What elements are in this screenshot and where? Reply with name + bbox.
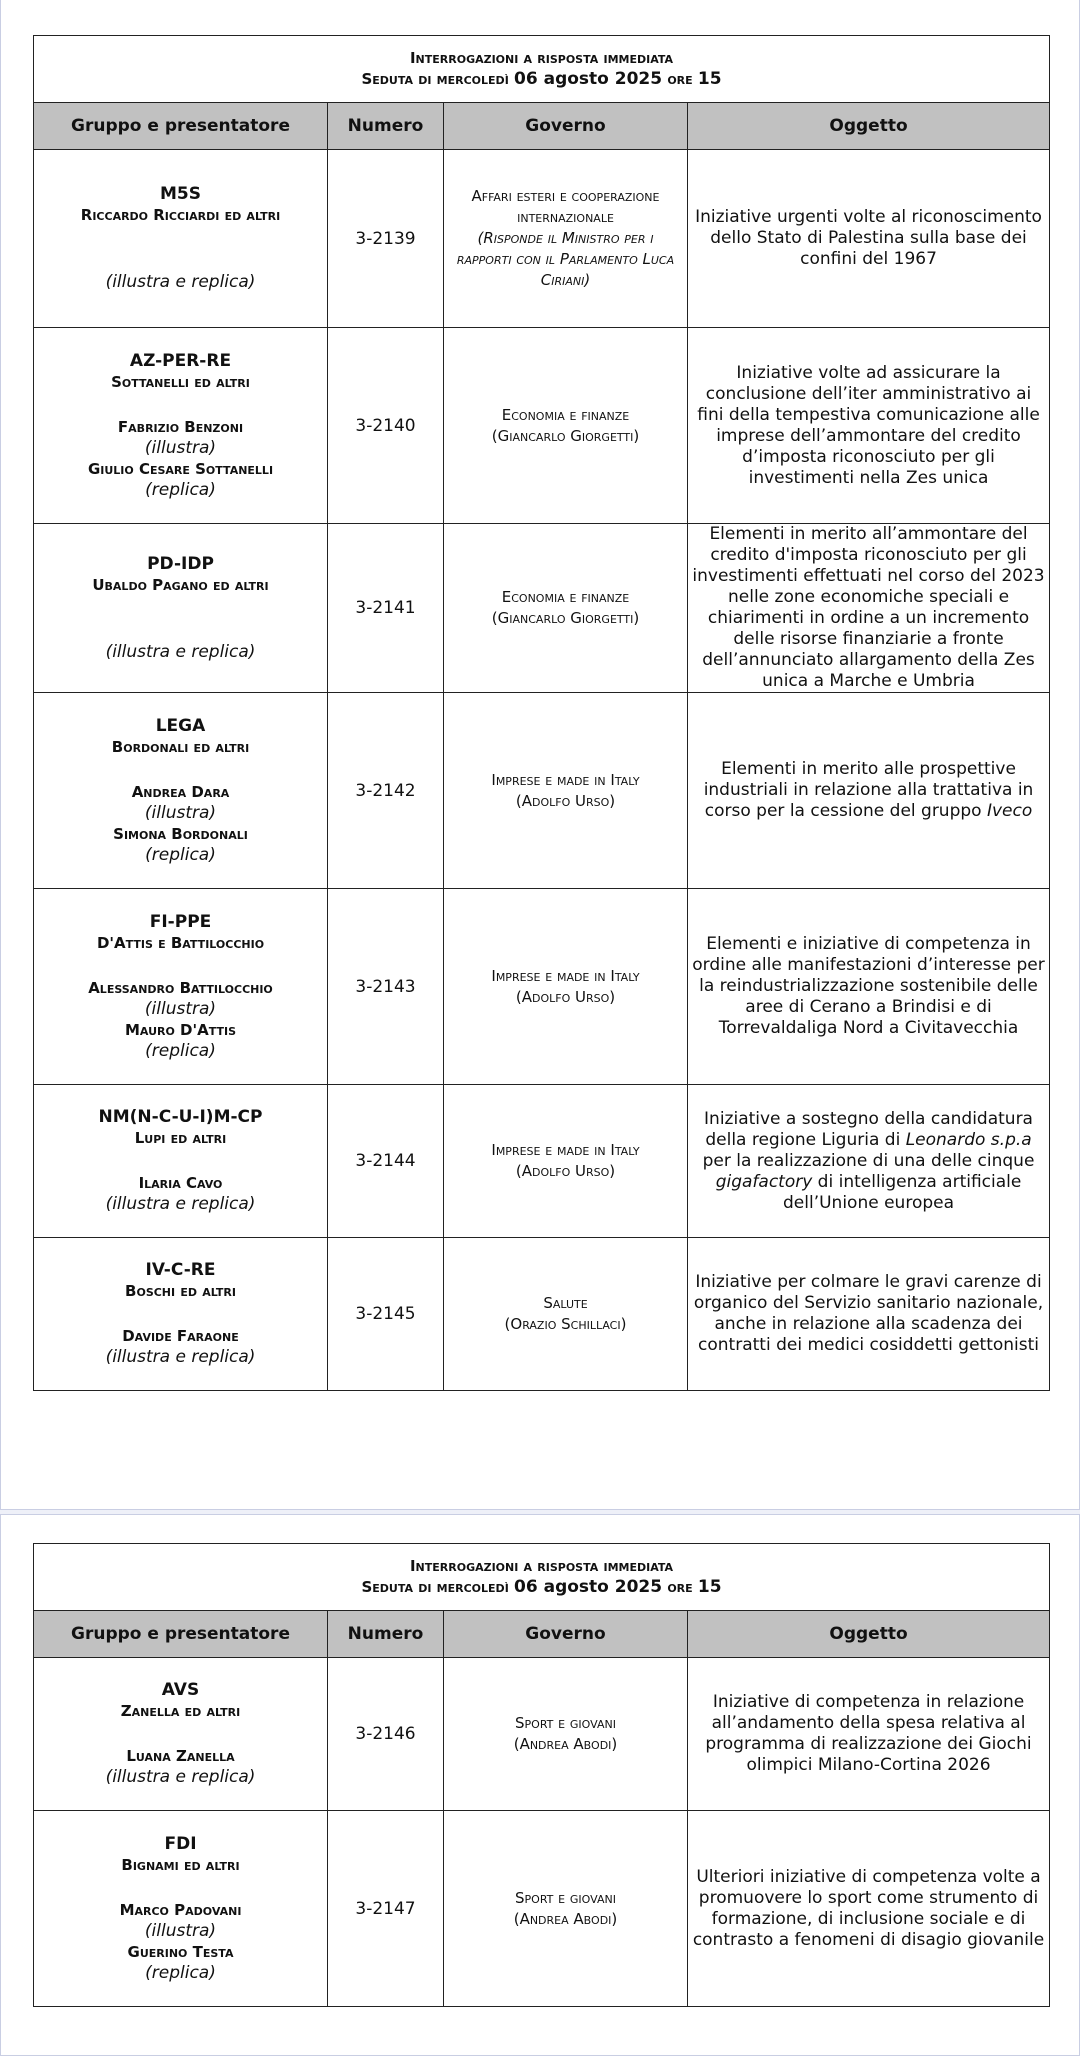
speaker-role: (illustra e replica): [105, 272, 256, 292]
government-cell: [444, 328, 688, 524]
table-row: [34, 1238, 1050, 1391]
table-row: [34, 1085, 1050, 1238]
group-name: M5S: [160, 184, 201, 204]
presenter: Bordonali ed altri: [111, 737, 250, 756]
group-cell: [34, 889, 328, 1085]
group-name: AVS: [161, 1680, 200, 1700]
question-number: 3-2144: [328, 1085, 444, 1238]
object-text: Iniziative a sostegno della candidatura della regione Liguria di Leonardo s.p.a per la realizzazione di una delle cinque gigafactory di intelligenza artificiale dell’Unione europea: [702, 1108, 1035, 1213]
minister-note: (Adolfo Urso): [515, 791, 616, 810]
header-oggetto: Oggetto: [688, 103, 1050, 150]
speaker-name: Guerino Testa: [127, 1942, 234, 1961]
object-text: Elementi in merito alle prospettive industriali in relazione alla trattativa in corso per la cessione del gruppo Iveco: [703, 759, 1034, 821]
group-cell: [34, 1085, 328, 1238]
speaker-role: (illustra): [144, 437, 217, 458]
group-name: FI-PPE: [149, 911, 212, 932]
question-number: 3-2142: [328, 693, 444, 889]
minister-note: (Andrea Abodi): [513, 1909, 618, 1928]
header-gruppo: Gruppo e presentatore: [34, 1611, 328, 1658]
speaker-role: (illustra): [144, 998, 217, 1019]
ministry: Imprese e made in Italy: [491, 966, 640, 985]
question-number: 3-2145: [328, 1238, 444, 1391]
header-governo: Governo: [444, 103, 688, 150]
government-cell: [444, 1811, 688, 2007]
speaker-role: (replica): [145, 1040, 216, 1061]
table-row: [34, 889, 1050, 1085]
object-text: Ulteriori iniziative di competenza volte a promuovere lo sport come strumento di formazione, di inclusione sociale e di contrasto a fenomeni di disagio giovanile: [692, 1866, 1045, 1950]
ministry: Sport e giovani: [515, 1888, 616, 1907]
object-text: Iniziative volte ad assicurare la conclusione dell’iter amministrativo ai fini della tempestiva comunicazione alle imprese dell’ammontare del credito d’imposta riconosciuto per gli investimenti nella Zes unica: [697, 362, 1040, 488]
speaker-name: Alessandro Battilocchio: [88, 978, 273, 997]
object-cell: [688, 328, 1050, 524]
speaker-name: Andrea Dara: [131, 782, 230, 801]
object-text: Elementi in merito all’ammontare del credito d'imposta riconosciuto per gli investimenti effettuati nel corso del 2023 nelle zone economiche speciali e chiarimenti in ordine a un incremento delle risorse finanziarie a fronte dell’annunciato allargamento della Zes unica a Marche e Umbria: [692, 524, 1045, 691]
group-cell: [34, 693, 328, 889]
object-text: Iniziative urgenti volte al riconoscimento dello Stato di Palestina sulla base dei confini del 1967: [695, 207, 1042, 269]
speaker-role: (illustra e replica): [105, 1347, 256, 1367]
group-name: LEGA: [155, 715, 206, 736]
question-table: [33, 1543, 1050, 2007]
ministry: Salute: [543, 1294, 588, 1312]
object-cell: [688, 1811, 1050, 2007]
group-cell: [34, 524, 328, 693]
table-title: [34, 36, 1050, 103]
header-governo: Governo: [444, 1611, 688, 1658]
minister-note: (Andrea Abodi): [513, 1735, 618, 1753]
question-number: 3-2146: [328, 1658, 444, 1811]
table-row: [34, 693, 1050, 889]
object-text: Iniziative di competenza in relazione all’andamento della spesa relativa al programma di realizzazione dei Giochi olimpici Milano-Cortina 2026: [705, 1692, 1032, 1775]
ministry: Economia e finanze: [501, 405, 630, 424]
document-page-2: [0, 1514, 1080, 2056]
speaker-role: (replica): [145, 844, 216, 865]
minister-note: (Giancarlo Giorgetti): [491, 609, 640, 627]
ministry: Imprese e made in Italy: [491, 770, 640, 789]
ministry: Sport e giovani: [515, 1714, 616, 1732]
presenter: Zanella ed altri: [120, 1702, 241, 1720]
group-cell: [34, 1658, 328, 1811]
speaker-role: (illustra e replica): [105, 1194, 256, 1214]
speaker-role: (illustra): [144, 802, 217, 823]
speaker-role: (illustra e replica): [105, 641, 256, 662]
title-line-1: Interrogazioni a risposta immediata: [409, 1557, 674, 1575]
presenter: Sottanelli ed altri: [111, 372, 250, 391]
presenter: Ubaldo Pagano ed altri: [92, 575, 269, 594]
object-cell: [688, 889, 1050, 1085]
presenter: Bignami ed altri: [121, 1855, 240, 1874]
group-cell: [34, 150, 328, 328]
speaker-name: Ilaria Cavo: [138, 1174, 223, 1192]
object-cell: [688, 693, 1050, 889]
government-cell: [444, 889, 688, 1085]
title-line-2: Seduta di mercoledì 06 agosto 2025 ore 15: [361, 1577, 722, 1597]
object-cell: [688, 1238, 1050, 1391]
object-cell: [688, 524, 1050, 693]
title-line-1: Interrogazioni a risposta immediata: [409, 49, 674, 67]
ministry: Affari esteri e cooperazione internazionale: [471, 187, 660, 226]
table-row: [34, 1658, 1050, 1811]
object-cell: [688, 1658, 1050, 1811]
ministry: Imprese e made in Italy: [491, 1141, 640, 1159]
speaker-name: Davide Faraone: [122, 1327, 239, 1345]
minister-note: (Adolfo Urso): [515, 987, 616, 1006]
speaker-name: Marco Padovani: [119, 1900, 242, 1919]
header-gruppo: Gruppo e presentatore: [34, 103, 328, 150]
speaker-name: Mauro D'Attis: [124, 1020, 236, 1039]
speaker-name: Luana Zanella: [126, 1747, 235, 1765]
speaker-role: (replica): [145, 1962, 216, 1983]
speaker-role: (replica): [145, 479, 216, 500]
question-number: 3-2140: [328, 328, 444, 524]
header-oggetto: Oggetto: [688, 1611, 1050, 1658]
object-cell: [688, 1085, 1050, 1238]
presenter: Lupi ed altri: [134, 1129, 227, 1147]
group-name: IV-C-RE: [145, 1260, 216, 1280]
speaker-role: (illustra): [144, 1920, 217, 1941]
table-row: [34, 150, 1050, 328]
table-title: [34, 1544, 1050, 1611]
presenter: Boschi ed altri: [125, 1282, 236, 1300]
government-cell: [444, 524, 688, 693]
group-name: AZ-PER-RE: [129, 350, 232, 371]
government-cell: [444, 1658, 688, 1811]
group-cell: [34, 1238, 328, 1391]
question-number: 3-2143: [328, 889, 444, 1085]
question-number: 3-2139: [328, 150, 444, 328]
group-cell: [34, 328, 328, 524]
minister-note: (Adolfo Urso): [515, 1162, 616, 1180]
presenter: D'Attis e Battilocchio: [96, 933, 265, 952]
object-cell: [688, 150, 1050, 328]
speaker-name: Fabrizio Benzoni: [117, 417, 244, 436]
question-table: [33, 35, 1050, 1391]
group-name: NM(N-C-U-I)M-CP: [98, 1107, 263, 1127]
object-text: Elementi e iniziative di competenza in ordine alle manifestazioni d’interesse per la reindustrializzazione sostenibile delle aree di Cerano a Brindisi e di Torrevaldaliga Nord a Civitavecchia: [692, 934, 1045, 1038]
speaker-name: Simona Bordonali: [113, 824, 248, 843]
speaker-role: (illustra e replica): [105, 1767, 256, 1787]
table-row: [34, 1811, 1050, 2007]
question-number: 3-2147: [328, 1811, 444, 2007]
minister-note: (Orazio Schillaci): [504, 1315, 627, 1333]
government-cell: [444, 1238, 688, 1391]
minister-note: (Giancarlo Giorgetti): [491, 426, 640, 445]
table-row: [34, 524, 1050, 693]
table-row: [34, 328, 1050, 524]
question-number: 3-2141: [328, 524, 444, 693]
group-name: PD-IDP: [147, 553, 214, 574]
government-cell: [444, 1085, 688, 1238]
group-cell: [34, 1811, 328, 2007]
header-numero: Numero: [328, 103, 444, 150]
title-line-2: Seduta di mercoledì 06 agosto 2025 ore 15: [361, 69, 722, 89]
object-text: Iniziative per colmare le gravi carenze di organico del Servizio sanitario nazionale, anche in relazione alla scadenza dei contratti dei medici cosiddetti gettonisti: [693, 1272, 1044, 1355]
speaker-name: Giulio Cesare Sottanelli: [87, 459, 274, 478]
government-cell: [444, 150, 688, 328]
ministry: Economia e finanze: [501, 588, 630, 606]
group-name: FDI: [164, 1833, 197, 1854]
header-numero: Numero: [328, 1611, 444, 1658]
presenter: Riccardo Ricciardi ed altri: [80, 206, 281, 224]
government-cell: [444, 693, 688, 889]
minister-note: (Risponde il Ministro per i rapporti con il Parlamento Luca Ciriani): [456, 229, 675, 289]
